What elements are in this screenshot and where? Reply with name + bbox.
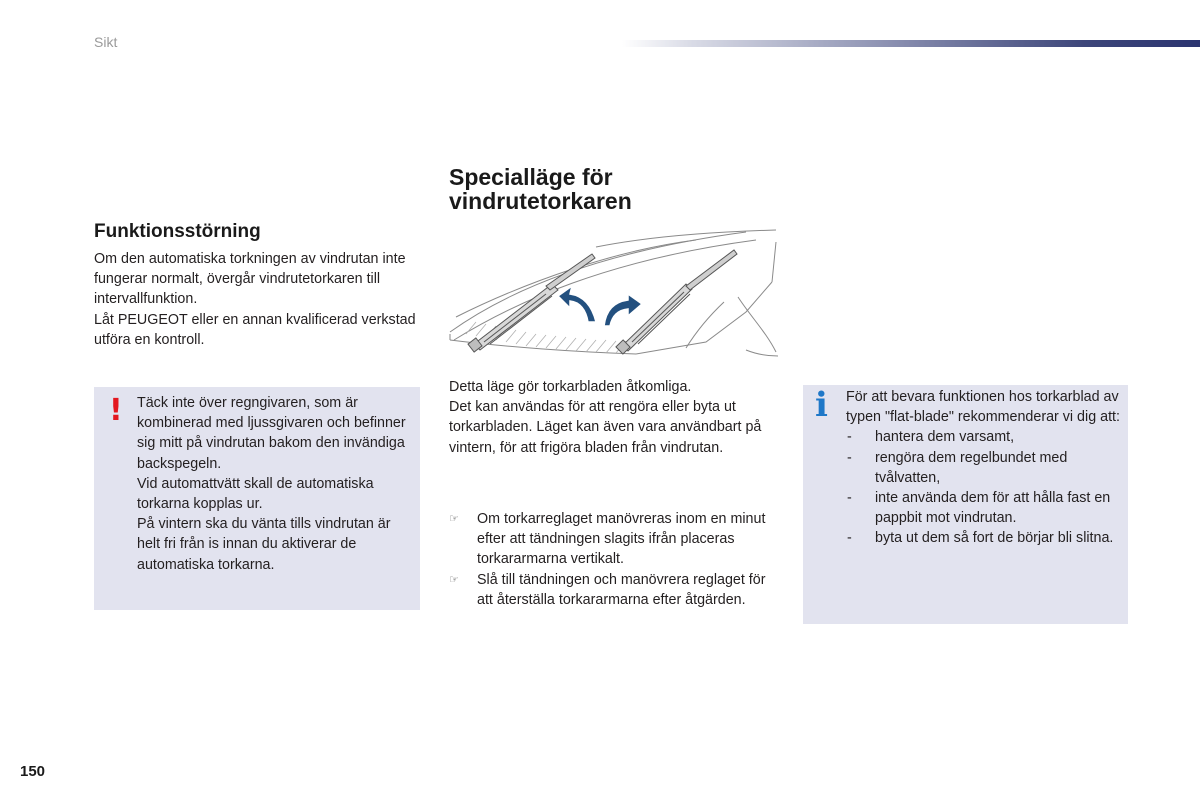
section-label: Sikt	[94, 34, 118, 50]
paragraph: Det kan användas för att rengöra eller byta ut torkarbladen. Läget kan även vara användbart på vintern, för att frigöra bladen från vindrutan.	[449, 399, 762, 456]
list-item-text: Slå till tändningen och manövrera reglaget för att återställa torkararmarna efter åtgärden.	[477, 571, 766, 608]
warning-paragraph: På vintern ska du vänta tills vindrutan är helt fri från is innan du aktiverar de automatiska torkarna.	[137, 516, 391, 573]
list-item-text: inte använda dem för att hålla fast en pappbit mot vindrutan.	[875, 490, 1111, 527]
dash-mark: -	[847, 429, 852, 446]
instruction-list	[449, 509, 779, 610]
warning-exclamation-icon: !	[109, 393, 123, 428]
paragraph: Detta läge gör torkarbladen åtkomliga.	[449, 379, 692, 395]
info-text	[846, 387, 1124, 549]
list-item	[846, 488, 1124, 528]
header-bar	[622, 40, 1200, 47]
warning-paragraph: Täck inte över regngivaren, som är kombinerad med ljussgivaren och befinner sig mitt på vindrutan bakom den invändiga backspegeln.	[137, 395, 406, 472]
info-icon: i	[815, 385, 828, 425]
dash-mark: -	[847, 530, 852, 547]
list-item	[846, 528, 1124, 548]
title-line-1: Specialläge för	[449, 164, 613, 190]
windscreen-wiper-illustration	[446, 222, 781, 374]
dash-mark: -	[847, 449, 852, 466]
page-title	[449, 165, 779, 213]
left-column	[94, 221, 424, 350]
section-heading: Funktionsstörning	[94, 221, 261, 242]
list-item	[449, 570, 779, 610]
warning-box	[94, 387, 420, 610]
title-line-2: vindrutetorkaren	[449, 188, 632, 214]
info-intro: För att bevara funktionen hos torkarblad av typen "flat-blade" rekommenderar vi dig att:	[846, 389, 1120, 426]
page-number: 150	[20, 763, 46, 780]
info-box	[803, 385, 1128, 624]
intro-text	[449, 377, 779, 458]
dash-mark: -	[847, 490, 852, 507]
list-item-text: byta ut dem så fort de börjar bli slitna.	[875, 530, 1114, 547]
list-item	[846, 448, 1124, 488]
list-item-text: Om torkarreglaget manövreras inom en minut efter att tändningen slagits ifrån placeras torkararmarna vertikalt.	[477, 511, 766, 568]
paragraph: Låt PEUGEOT eller en annan kvalificerad verkstad utföra en kontroll.	[94, 311, 416, 348]
paragraph: Om den automatiska torkningen av vindrutan inte fungerar normalt, övergår vindrutetorkaren till intervallfunktion.	[94, 251, 406, 308]
warning-text	[137, 393, 412, 575]
warning-paragraph: Vid automattvätt skall de automatiska torkarna kopplas ur.	[137, 475, 374, 513]
list-item	[449, 509, 779, 570]
pointing-hand-icon: ☞	[449, 513, 459, 525]
list-item	[846, 427, 1124, 447]
list-item-text: rengöra dem regelbundet med tvålvatten,	[875, 449, 1068, 486]
list-item-text: hantera dem varsamt,	[875, 429, 1015, 446]
pointing-hand-icon: ☞	[449, 573, 459, 586]
